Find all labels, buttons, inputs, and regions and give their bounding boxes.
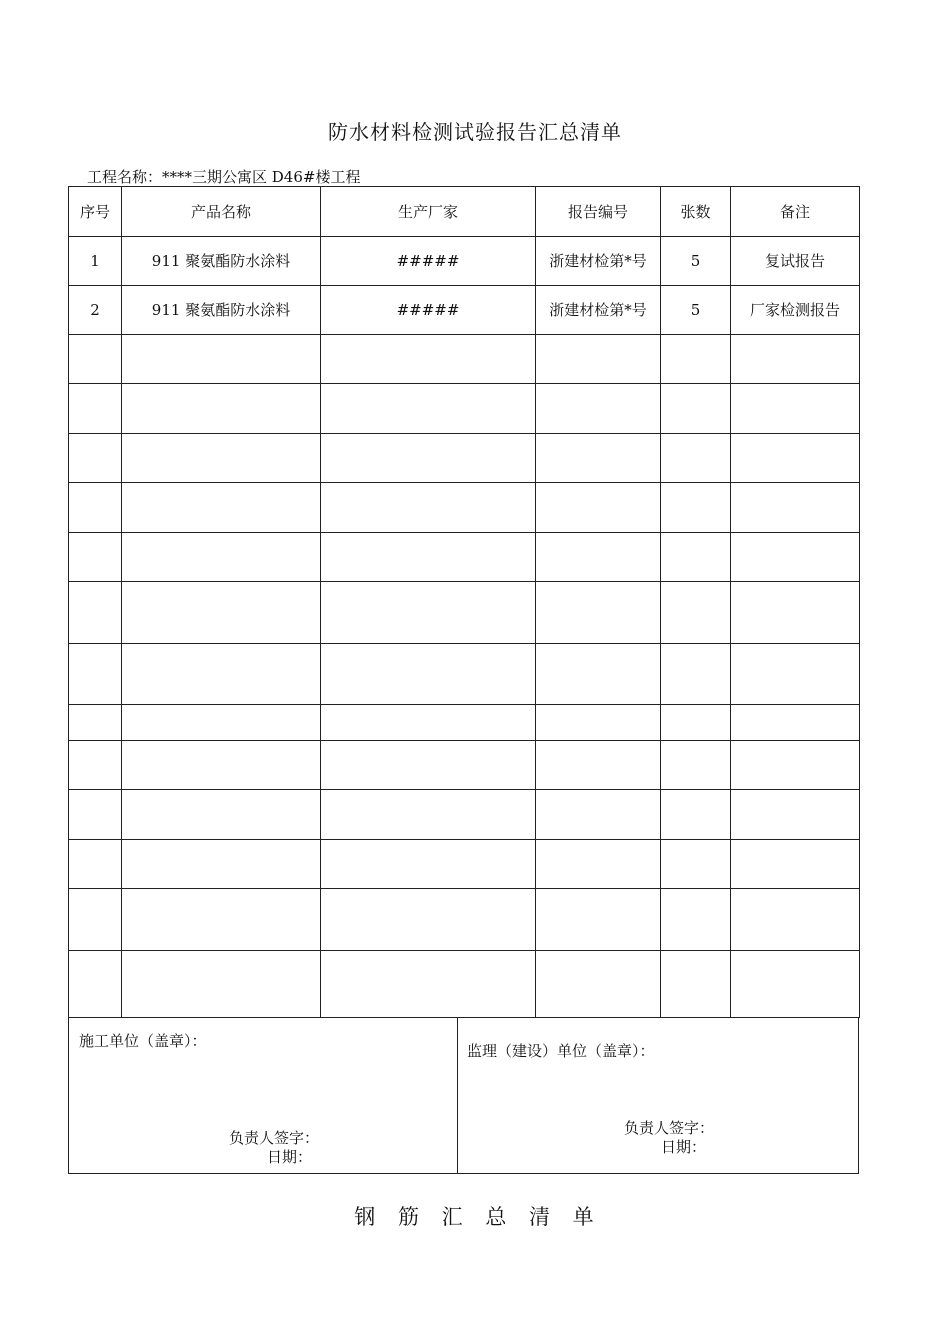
cell-sheet-count: 5: [661, 237, 731, 286]
cell-product-name: [122, 644, 321, 705]
cell-manufacturer: [321, 434, 536, 483]
cell-sheet-count: [661, 840, 731, 889]
table-row: [69, 533, 860, 582]
cell-remarks: [731, 889, 860, 951]
table-row: [69, 741, 860, 790]
cell-product-name: 911 聚氨酯防水涂料: [122, 286, 321, 335]
table-row: [69, 644, 860, 705]
table-row: [69, 705, 860, 741]
cell-sheet-count: [661, 335, 731, 384]
cell-product-name: 911 聚氨酯防水涂料: [122, 237, 321, 286]
cell-index: [69, 889, 122, 951]
cell-product-name: [122, 384, 321, 434]
cell-report-number: [536, 644, 661, 705]
cell-product-name: [122, 705, 321, 741]
cell-report-number: [536, 889, 661, 951]
table-row: [69, 434, 860, 483]
cell-manufacturer: [321, 790, 536, 840]
cell-report-number: [536, 951, 661, 1018]
cell-remarks: [731, 951, 860, 1018]
table-row: [69, 840, 860, 889]
cell-report-number: [536, 790, 661, 840]
cell-product-name: [122, 335, 321, 384]
cell-remarks: [731, 533, 860, 582]
cell-index: [69, 951, 122, 1018]
cell-remarks: [731, 434, 860, 483]
cell-index: [69, 790, 122, 840]
table-row: [69, 582, 860, 644]
cell-product-name: [122, 533, 321, 582]
cell-report-number: [536, 840, 661, 889]
report-summary-table: [68, 186, 860, 1018]
cell-manufacturer: [321, 644, 536, 705]
cell-remarks: [731, 644, 860, 705]
supervision-unit-label: 监理（建设）单位（盖章）：: [467, 1042, 655, 1060]
cell-report-number: [536, 533, 661, 582]
header-report-number: 报告编号: [536, 187, 661, 237]
cell-report-number: [536, 483, 661, 533]
header-remarks: 备注: [731, 187, 860, 237]
cell-product-name: [122, 840, 321, 889]
cell-product-name: [122, 483, 321, 533]
cell-report-number: 浙建材检第*号: [536, 286, 661, 335]
cell-sheet-count: [661, 384, 731, 434]
cell-remarks: [731, 840, 860, 889]
cell-index: [69, 644, 122, 705]
date-right: 日期：: [661, 1138, 707, 1156]
cell-remarks: 厂家检测报告: [731, 286, 860, 335]
cell-index: [69, 483, 122, 533]
cell-sheet-count: [661, 741, 731, 790]
table-row: [69, 790, 860, 840]
cell-index: [69, 582, 122, 644]
cell-sheet-count: [661, 582, 731, 644]
cell-product-name: [122, 889, 321, 951]
construction-unit-label: 施工单位（盖章）：: [79, 1032, 207, 1050]
cell-report-number: [536, 705, 661, 741]
cell-manufacturer: #####: [321, 237, 536, 286]
cell-index: [69, 434, 122, 483]
cell-manufacturer: #####: [321, 286, 536, 335]
table-row: [69, 384, 860, 434]
cell-product-name: [122, 434, 321, 483]
cell-index: 1: [69, 237, 122, 286]
header-sheet-count: 张数: [661, 187, 731, 237]
cell-manufacturer: [321, 582, 536, 644]
cell-sheet-count: 5: [661, 286, 731, 335]
cell-product-name: [122, 951, 321, 1018]
table-row: [69, 483, 860, 533]
cell-index: [69, 705, 122, 741]
cell-index: [69, 384, 122, 434]
cell-index: [69, 533, 122, 582]
cell-manufacturer: [321, 533, 536, 582]
cell-remarks: [731, 384, 860, 434]
table-row: [69, 237, 860, 286]
cell-product-name: [122, 741, 321, 790]
cell-report-number: [536, 384, 661, 434]
responsible-signature-right: 负责人签字：: [624, 1119, 715, 1137]
cell-manufacturer: [321, 840, 536, 889]
cell-sheet-count: [661, 951, 731, 1018]
cell-remarks: [731, 335, 860, 384]
cell-manufacturer: [321, 951, 536, 1018]
table-header-row: [69, 187, 860, 237]
cell-remarks: [731, 483, 860, 533]
signature-divider: [457, 1018, 458, 1173]
table-row: [69, 286, 860, 335]
cell-report-number: [536, 335, 661, 384]
cell-sheet-count: [661, 889, 731, 951]
cell-sheet-count: [661, 434, 731, 483]
cell-index: 2: [69, 286, 122, 335]
cell-report-number: [536, 582, 661, 644]
cell-sheet-count: [661, 705, 731, 741]
header-manufacturer: 生产厂家: [321, 187, 536, 237]
cell-sheet-count: [661, 644, 731, 705]
cell-remarks: [731, 741, 860, 790]
cell-remarks: [731, 705, 860, 741]
table-row: [69, 889, 860, 951]
signature-section: [68, 1018, 859, 1174]
cell-sheet-count: [661, 533, 731, 582]
cell-report-number: 浙建材检第*号: [536, 237, 661, 286]
document-title: 防水材料检测试验报告汇总清单: [328, 120, 622, 144]
cell-remarks: 复试报告: [731, 237, 860, 286]
cell-sheet-count: [661, 483, 731, 533]
header-index: 序号: [69, 187, 122, 237]
cell-product-name: [122, 582, 321, 644]
cell-remarks: [731, 582, 860, 644]
cell-manufacturer: [321, 889, 536, 951]
table-row: [69, 335, 860, 384]
cell-manufacturer: [321, 483, 536, 533]
cell-manufacturer: [321, 335, 536, 384]
cell-report-number: [536, 434, 661, 483]
responsible-signature-left: 负责人签字：: [229, 1129, 320, 1147]
cell-sheet-count: [661, 790, 731, 840]
cell-manufacturer: [321, 384, 536, 434]
cell-remarks: [731, 790, 860, 840]
cell-index: [69, 840, 122, 889]
cell-index: [69, 335, 122, 384]
date-left: 日期：: [267, 1148, 313, 1166]
header-product-name: 产品名称: [122, 187, 321, 237]
cell-index: [69, 741, 122, 790]
next-section-title: 钢 筋 汇 总 清 单: [354, 1205, 602, 1229]
project-name: 工程名称：****三期公寓区 D46#楼工程: [87, 168, 361, 186]
cell-product-name: [122, 790, 321, 840]
cell-manufacturer: [321, 705, 536, 741]
cell-manufacturer: [321, 741, 536, 790]
table-row: [69, 951, 860, 1018]
cell-report-number: [536, 741, 661, 790]
